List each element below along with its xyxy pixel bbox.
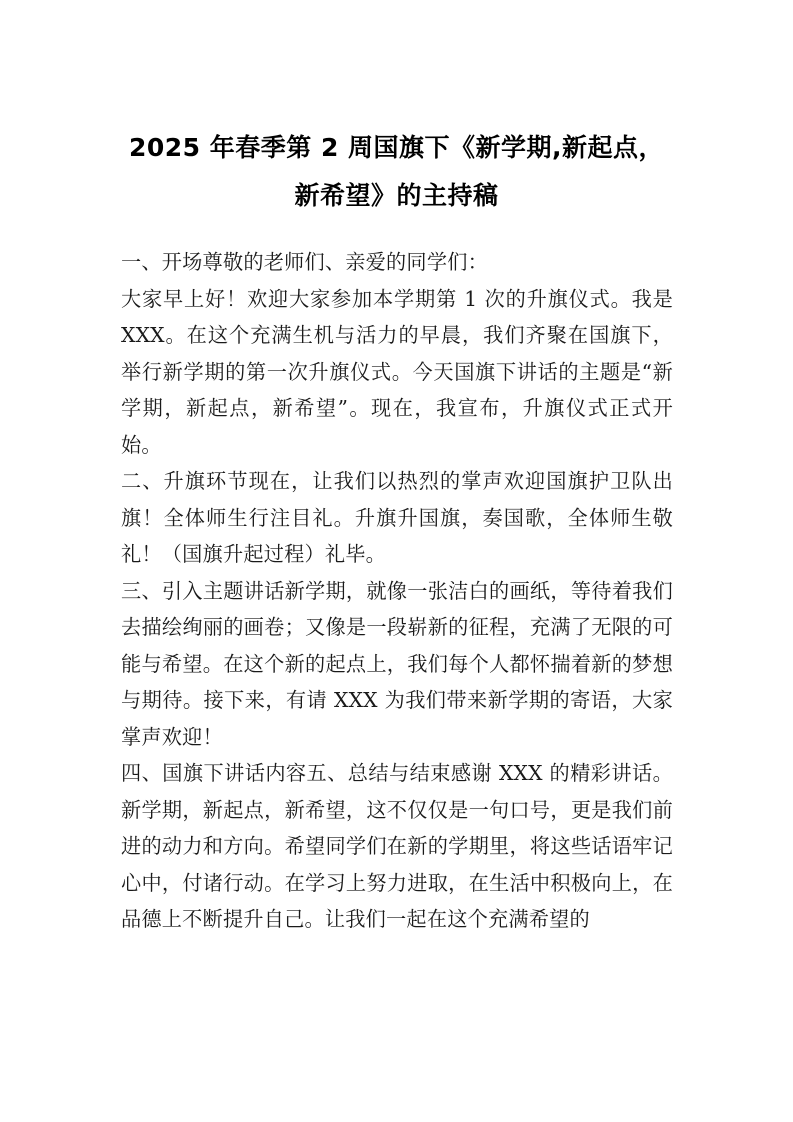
document-title: [100, 124, 693, 220]
title-line-1: 2025 年春季第 2 周国旗下《新学期,新起点，: [128, 133, 665, 162]
document-body: [121, 244, 673, 938]
paragraph-flag-raising: 二、升旗环节现在，让我们以热烈的掌声欢迎国旗护卫队出旗！全体师生行注目礼。升旗升国旗，奏国歌，全体师生敬礼！（国旗升起过程）礼毕。: [121, 469, 673, 566]
paragraph-opening: 一、开场尊敬的老师们、亲爱的同学们：: [121, 250, 488, 274]
paragraph-theme-intro: 三、引入主题讲话新学期，就像一张洁白的画纸，等待着我们去描绘绚丽的画卷；又像是一段崭新的征程，充满了无限的可能与希望。在这个新的起点上，我们每个人都怀揣着新的梦想与期待。接下来，有请 XXX 为我们带来新学期的寄语，大家掌声欢迎！: [121, 578, 673, 749]
title-line-2: 新希望》的主持稿: [294, 181, 499, 210]
paragraph-closing: 四、国旗下讲话内容五、总结与结束感谢 XXX 的精彩讲话。新学期，新起点，新希望，这不仅仅是一句口号，更是我们前进的动力和方向。希望同学们在新的学期里，将这些话语牢记心中，付诸行动。在学习上努力进取，在生活中积极向上，在品德上不断提升自己。让我们一起在这个充满希望的: [121, 761, 673, 931]
paragraph-welcome: 大家早上好！欢迎大家参加本学期第 1 次的升旗仪式。我是 XXX。在这个充满生机与活力的早晨，我们齐聚在国旗下，举行新学期的第一次升旗仪式。今天国旗下讲话的主题是“新学期，新起点，新希望”。现在，我宣布，升旗仪式正式开始。: [121, 286, 673, 457]
